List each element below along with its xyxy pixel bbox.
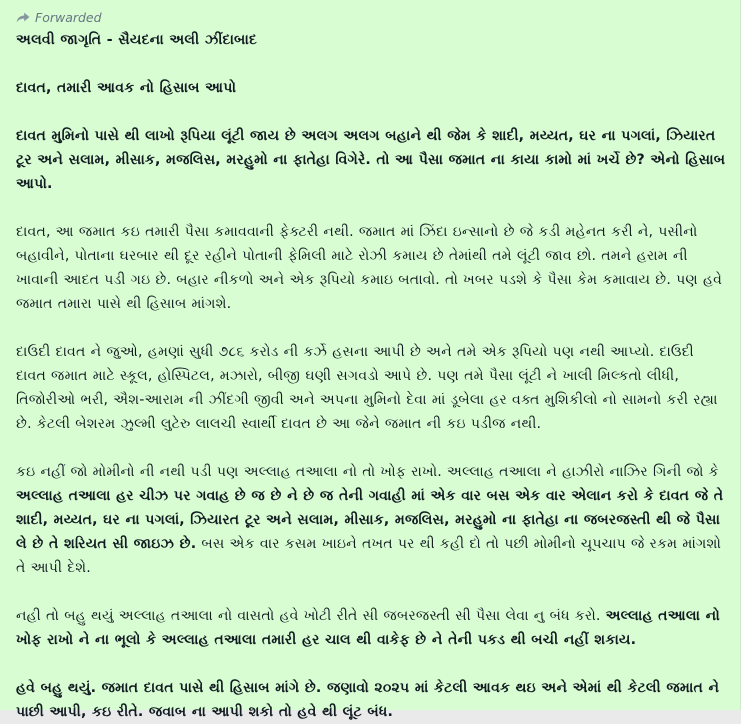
paragraph-4 <box>16 460 726 580</box>
paragraph-6-text: હવે બહુ થયું. જમાત દાવત પાસે થી હિસાબ માંગે છે. જણાવો ૨૦૨૫ માં કેટલી આવક થઇ અને એમાં થી કેટલી જમાત ને પાછી આપી, કઇ રીતે. જવાબ ના આપી શકો તો હવે થી લૂંટ બંધ. <box>16 680 720 720</box>
forward-arrow-icon <box>16 12 30 23</box>
paragraph-5 <box>16 604 726 652</box>
paragraph-5-text-a: નહી તો બહુ થયું અલ્લાહ તઆલા નો વાસતો હવે ખોટી રીતે સી જબરજસ્તી સી પૈસા લેવા નુ બંધ કરો. <box>16 608 606 624</box>
paragraph-4-text-bold: અલ્લાહ તઆલા હર ચીઝ પર ગવાહ છે જ છે ને છે જ તેની ગવાહી માં એક વાર બસ એક વાર એલાન કરો કે દાવત જે તે શાદી, મય્યત, ઘર ના પગલાં, ઝિયારત ટૂર અને સલામ, મીસાક, મજલિસ, મરહુમો ના ફાતેહા ના જબરજસ્તી થી જે પૈસા લે છે તે શરિયત સી જાઇઝ છે. <box>16 488 724 552</box>
message-text <box>16 28 726 724</box>
message-title-block <box>16 28 726 52</box>
forwarded-label: Forwarded <box>35 9 102 25</box>
paragraph-2-text: દાવત, આ જમાત કઇ તમારી પૈસા કમાવવાની ફેક્ટરી નથી. જમાત માં ઝિંદા ઇન્સાનો છે જે કડી મહેનત કરી ને, પસીનો બહાવીને, પોતાના ઘરબાર થી દૂર રહીને પોતાની ફેમિલી માટે રોઝી કમાય છે તેમાંથી તમે લૂંટી જાવ છો. તમને હરામ ની ખાવાની આદત પડી ગઇ છે. બહાર નીકળો અને એક રૂપિયો કમાઇ બતાવો. તો ખબર પડશે કે પૈસા કેમ કમાવાય છે. પણ હવે જમાત તમારા પાસે થી હિસાબ માંગશે. <box>16 224 723 312</box>
paragraph-4-text-a: કઇ નહીં જો મોમીનો ની નથી પડી પણ અલ્લાહ તઆલા નો તો ખોફ રાખો. અલ્લાહ તઆલા ને હાઝીરો નાઝિર ગિની જો કે <box>16 464 719 480</box>
paragraph-4-text-c: બસ એક વાર કસમ ખાઇને તખત પર થી કહી દો તો પછી મોમીનો ચૂપચાપ જે રકમ માંગશો તે આપી દેશે. <box>16 536 722 576</box>
paragraph-2 <box>16 220 726 316</box>
message-heading-block <box>16 76 726 100</box>
paragraph-3 <box>16 340 726 436</box>
message-heading: દાવત, તમારી આવક નો હિસાબ આપો <box>16 80 237 96</box>
message-title: અલવી જાગૃતિ - સૈયદના અલી ઝીંદાબાદ <box>16 32 258 48</box>
forwarded-indicator <box>16 8 726 26</box>
paragraph-1-text: દાવત મુમિનો પાસે થી લાખો રૂપિયા લૂંટી જાય છે અલગ અલગ બહાને થી જેમ કે શાદી, મય્યત, ઘર ના પગલાં, ઝિયારત ટૂર અને સલામ, મીસાક, મજલિસ, મરહુમો ના ફાતેહા વિગેરે. તો આ પૈસા જમાત ના કાયા કામો માં ખર્ચે છે? એનો હિસાબ આપો. <box>16 128 726 192</box>
paragraph-6 <box>16 676 726 724</box>
paragraph-3-text: દાઉદી દાવત ને જુઓ, હમણાં સુધી ૭૮૬ કરોડ ની કર્ઝે હસના આપી છે અને તમે એક રૂપિયો પણ નથી આપ્યો. દાઉદી દાવત જમાત માટે સ્કૂલ, હોસ્પિટલ, મઝારો, બીજી ઘણી સગવડો આપે છે. પણ તમે પૈસા લૂંટી ને ખાલી મિલ્કતો લીધી, તિજોરીઓ ભરી, ઐશ-આરામ ની ઝીંદગી જીવી અને અપના મુમિનો દેવા માં ડૂબેલા હર વક્ત મુશિકીલો નો સામનો કરી રહ્યા છે. કેટલી બેશરમ ઝુલ્મી લુટેરુ લાલચી સ્વાર્થી દાવત છે આ જેને જમાત ની કઇ પડીજ નથી. <box>16 344 718 432</box>
paragraph-1 <box>16 124 726 196</box>
paragraph-5-text-bold: અલ્લાહ તઆલા નો ખોફ રાખો ને ના ભૂલો કે અલ્લાહ તઆલા તમારી હર ચાલ થી વાકેફ છે ને તેની પકડ થી બચી નહીં શકાય. <box>16 608 720 648</box>
